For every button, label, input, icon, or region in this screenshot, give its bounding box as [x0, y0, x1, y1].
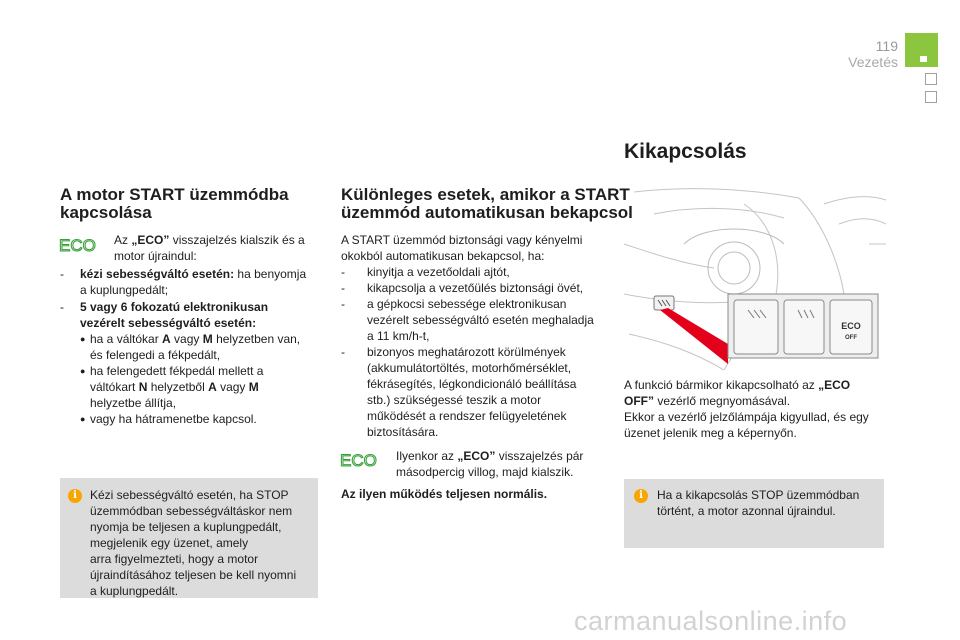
info-icon: i	[68, 489, 82, 503]
svg-text:ECO: ECO	[59, 236, 96, 255]
chapter-tab-active[interactable]	[905, 33, 938, 67]
normal-operation-text: Az ilyen működés teljesen normális.	[341, 487, 548, 501]
info-note-clutch	[60, 478, 318, 598]
page-number: 119	[875, 38, 898, 54]
chapter-tab[interactable]	[925, 91, 937, 103]
watermark: carmanualsonline.info	[574, 606, 848, 636]
section-heading-special-cases: Különleges esetek, amikor a START üzemmód automatikusan bekapcsol	[341, 185, 633, 222]
note-text: Kézi sebességváltó esetén, ha STOP üzemmódban sebességváltáskor nem nyomja be teljesen a kuplungpedált, megjelenik egy üzenet, amely arra figyelmezteti, hogy a motor újraindításához teljesen be kell nyomni a kuplungpedált.	[90, 488, 297, 598]
tab-marker-icon	[920, 56, 927, 62]
eco-off-description: A funkció bármikor kikapcsolható az „ECO OFF” vezérlő megnyomásával. Ekkor a vezérlő jelzőlámpája kigyullad, és egy üzenet jelenik meg a képernyőn.	[624, 378, 869, 440]
svg-text:OFF: OFF	[845, 335, 857, 341]
dashboard-illustration	[624, 184, 886, 372]
note-text: Ha a kikapcsolás STOP üzemmódban történt, a motor azonnal újraindul.	[657, 488, 860, 518]
eco-indicator-icon	[339, 449, 383, 471]
svg-text:ECO: ECO	[841, 321, 861, 331]
info-note-off	[624, 479, 884, 548]
eco-off-text: Az „ECO” visszajelzés kialszik és a motor újraindul:	[114, 233, 305, 263]
chapter-tab[interactable]	[925, 73, 937, 85]
eco-indicator-icon	[58, 234, 102, 256]
special-cases-list: A START üzemmód biztonsági vagy kényelmi okokból automatikusan bekapcsol, ha: - kinyitja a vezetőoldali ajtót, - kikapcsolja a vezetőülés biztonsági övét, - a gépkocsi sebessége elektronikusan vezérelt sebességváltó esetén meghaladja a 11 km/h-t, - bizonyos meghatározott körülmények (akkumulátortöltés, motorhőmérséklet, fékrásegítés, légkondicionáló beállítása stb.) szükségessé teszik a motor működését a rendszer felügyeletének biztosítására.	[341, 233, 594, 439]
eco-blink-text: Ilyenkor az „ECO” visszajelzés pár másodpercig villog, majd kialszik.	[396, 449, 584, 479]
section-title: Vezetés	[848, 54, 898, 70]
section-heading-start: A motor START üzemmódba kapcsolása	[60, 185, 289, 222]
section-heading-off: Kikapcsolás	[624, 140, 747, 163]
restart-conditions-list: - kézi sebességváltó esetén: ha benyomja a kuplungpedált; - 5 vagy 6 fokozatú elektronikusan vezérelt sebességváltó esetén: ● ha a váltókar A vagy M helyzetben van, és felengedi a fékpedált, ● ha felengedett fékpedál mellett a váltókart N helyzetből A vagy M helyzetbe állítja, ● vagy ha hátramenetbe kapcsol.	[60, 267, 307, 426]
info-icon: i	[634, 489, 648, 503]
svg-text:ECO: ECO	[340, 451, 377, 470]
